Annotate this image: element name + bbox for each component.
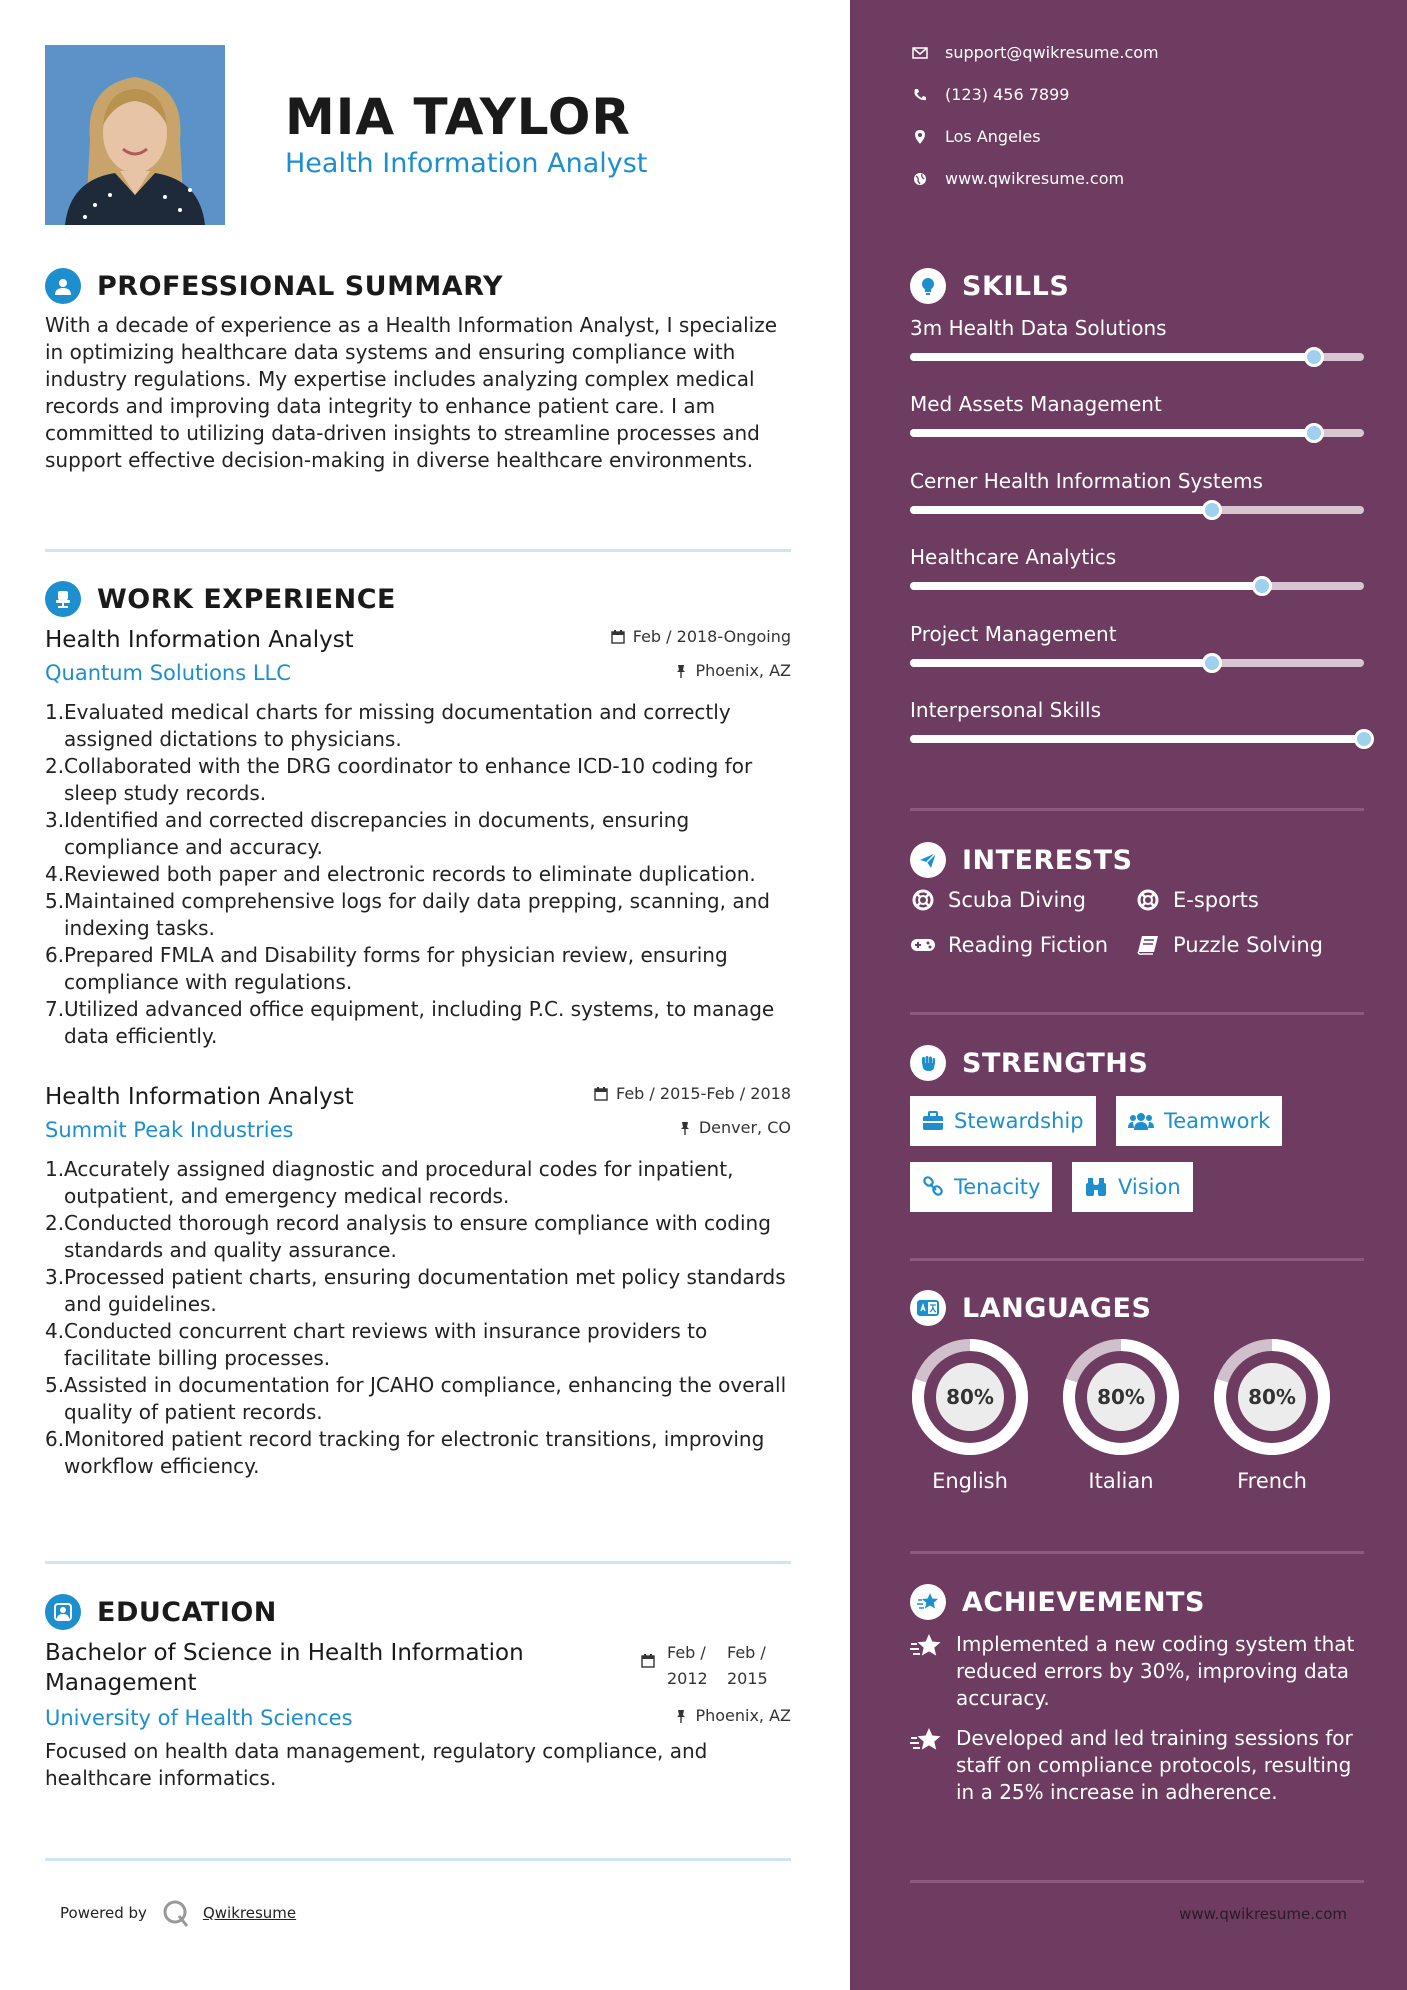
skill-bar-knob (1304, 347, 1324, 367)
education-location: Phoenix, AZ (675, 1706, 791, 1725)
list-item: 4.Conducted concurrent chart reviews with insurance providers to facilitate billing processes. (45, 1319, 708, 1370)
strength-chip: Teamwork (1116, 1096, 1282, 1146)
skill-item (910, 698, 1364, 722)
languages-header (910, 1288, 1151, 1328)
interest-item: E-sports (1135, 888, 1259, 912)
skills-header (910, 266, 1069, 306)
skill-name: Cerner Health Information Systems (910, 468, 1263, 493)
skill-bar-knob (1304, 423, 1324, 443)
skill-bar-fill (910, 353, 1314, 361)
section-divider (910, 1880, 1364, 1883)
education-section (45, 1592, 791, 1792)
experience-heading: WORK EXPERIENCE (97, 583, 396, 615)
experience-section (45, 579, 791, 1480)
list-item: 2.Collaborated with the DRG coordinator to enhance ICD-10 coding for sleep study records. (45, 754, 753, 805)
education-dates: Feb / 2012 Feb / 2015 (641, 1640, 771, 1692)
job-dates: Feb / 2015-Feb / 2018 (594, 1084, 791, 1103)
section-divider (910, 808, 1364, 811)
skill-bar-knob (1202, 500, 1222, 520)
interests-header (910, 840, 1133, 880)
strength-chip: Tenacity (910, 1162, 1052, 1212)
binoculars-icon (1084, 1177, 1108, 1197)
skills-heading: SKILLS (962, 270, 1070, 302)
star-icon (910, 1631, 944, 1712)
language-item (910, 1337, 1030, 1493)
job-entry (45, 623, 791, 1050)
interests-heading: INTERESTS (962, 844, 1133, 876)
skill-bar-knob (1354, 729, 1374, 749)
list-item: 5.Assisted in documentation for JCAHO compliance, enhancing the overall quality of patient records. (45, 1373, 787, 1424)
pin-icon (675, 1709, 687, 1723)
pin-icon (679, 1121, 691, 1135)
skill-bar (910, 429, 1364, 437)
skill-name: Med Assets Management (910, 392, 1162, 417)
job-dates: Feb / 2018-Ongoing (611, 627, 791, 646)
list-item: 3.Identified and corrected discrepancies in documents, ensuring compliance and accuracy. (45, 808, 690, 859)
contact-email: support@qwikresume.com (910, 43, 1159, 62)
language-item (1212, 1337, 1332, 1493)
interest-item: Scuba Diving (910, 888, 1086, 912)
summary-text: With a decade of experience as a Health Information Analyst, I specialize in optimizing healthcare data systems and ensuring compliance with industry regulations. My expertise includes analyzing complex medical records and improving data integrity to enhance patient care. I am committed to utilizing data-driven insights to streamline processes and support effective decision-making in diverse healthcare environments. (45, 313, 778, 472)
skill-bar (910, 353, 1364, 361)
section-divider (910, 1258, 1364, 1261)
fist-icon (910, 1045, 946, 1081)
skill-bar (910, 659, 1364, 667)
company-name: Quantum Solutions LLC (45, 661, 291, 685)
users-icon (1128, 1111, 1154, 1131)
interest-item: Puzzle Solving (1135, 933, 1323, 957)
skill-bar (910, 735, 1364, 743)
pin-icon (675, 664, 687, 678)
graduate-icon (45, 1594, 81, 1630)
job-location: Phoenix, AZ (675, 661, 791, 680)
skill-bar-knob (1202, 653, 1222, 673)
language-name: English (932, 1469, 1008, 1493)
skill-bar-fill (910, 659, 1212, 667)
list-item: 5.Maintained comprehensive logs for daily data prepping, scanning, and indexing tasks. (45, 889, 770, 940)
skill-name: 3m Health Data Solutions (910, 316, 1167, 340)
globe-icon (910, 172, 930, 186)
skill-bar (910, 506, 1364, 514)
achievements-heading: ACHIEVEMENTS (962, 1586, 1205, 1618)
section-divider (45, 549, 791, 552)
strengths-header (910, 1043, 1148, 1083)
language-name: French (1237, 1469, 1307, 1493)
envelope-icon (910, 47, 930, 59)
skill-bar-knob (1252, 576, 1272, 596)
job-title: Health Information Analyst (45, 627, 354, 653)
calendar-icon (611, 630, 625, 644)
contact-location: Los Angeles (910, 127, 1041, 146)
location-pin-icon (910, 129, 930, 145)
section-divider (910, 1551, 1364, 1554)
job-title: Health Information Analyst (45, 1084, 354, 1110)
job-location: Denver, CO (679, 1118, 791, 1137)
job-entry (45, 1080, 791, 1480)
skill-item (910, 545, 1364, 569)
skill-bar (910, 582, 1364, 590)
phone-icon (910, 88, 930, 102)
achievement-item: Developed and led training sessions for staff on compliance protocols, resulting in a 25% increase in adherence. (910, 1725, 1364, 1806)
summary-section (45, 266, 791, 474)
skill-name: Healthcare Analytics (910, 545, 1117, 570)
language-ring (1061, 1337, 1181, 1457)
profile-photo (45, 45, 225, 225)
candidate-title: Health Information Analyst (285, 148, 648, 179)
skill-name: Project Management (910, 621, 1117, 646)
contact-website: www.qwikresume.com (910, 169, 1124, 188)
list-item: 2.Conducted thorough record analysis to ensure compliance with coding standards and quality assurance. (45, 1211, 771, 1262)
languages-heading: LANGUAGES (962, 1292, 1152, 1324)
company-name: Summit Peak Industries (45, 1118, 294, 1142)
school-name: University of Health Sciences (45, 1706, 353, 1730)
education-entry (45, 1638, 791, 1792)
chair-icon (45, 581, 81, 617)
skill-bar-fill (910, 582, 1262, 590)
interest-item: Reading Fiction (910, 933, 1108, 957)
language-ring (1212, 1337, 1332, 1457)
star-badge-icon (910, 1584, 946, 1620)
achievements-header (910, 1582, 1205, 1622)
list-item: 1.Accurately assigned diagnostic and procedural codes for inpatient, outpatient, and emergency medical records. (45, 1157, 734, 1208)
skill-item (910, 316, 1364, 340)
qwikresume-link[interactable]: Qwikresume (202, 1904, 297, 1922)
strengths-heading: STRENGTHS (962, 1047, 1149, 1079)
skill-item (910, 622, 1364, 646)
skill-name: Interpersonal Skills (910, 698, 1102, 722)
education-description: Focused on health data management, regulatory compliance, and healthcare informatics. (45, 1739, 708, 1790)
skill-bar-fill (910, 735, 1364, 743)
language-percent: 80% (946, 1385, 994, 1409)
skill-bar-fill (910, 429, 1314, 437)
list-item: 1.Evaluated medical charts for missing documentation and correctly assigned dictations to physicians. (45, 700, 731, 751)
book-icon (1135, 935, 1161, 955)
footer-site[interactable]: www.qwikresume.com (1179, 1905, 1347, 1923)
qwikresume-logo-icon (161, 1898, 191, 1928)
briefcase-icon (922, 1111, 944, 1131)
language-percent: 80% (1248, 1385, 1296, 1409)
translate-icon (910, 1290, 946, 1326)
language-percent: 80% (1097, 1385, 1145, 1409)
skill-item (910, 392, 1364, 416)
calendar-icon (594, 1087, 608, 1101)
list-item: 3.Processed patient charts, ensuring documentation met policy standards and guidelines. (45, 1265, 786, 1316)
degree-title: Bachelor of Science in Health Information Management (45, 1640, 524, 1696)
summary-heading: PROFESSIONAL SUMMARY (97, 270, 504, 302)
star-icon (910, 1725, 944, 1806)
job-bullets (45, 1156, 791, 1480)
list-item: 4.Reviewed both paper and electronic records to eliminate duplication. (45, 862, 756, 886)
user-icon (45, 268, 81, 304)
section-divider (910, 1012, 1364, 1015)
language-ring (910, 1337, 1030, 1457)
lightbulb-icon (910, 268, 946, 304)
education-heading: EDUCATION (97, 1596, 277, 1628)
paper-plane-icon (910, 842, 946, 878)
list-item: 7.Utilized advanced office equipment, including P.C. systems, to manage data efficiently. (45, 997, 775, 1048)
strength-chip: Vision (1072, 1162, 1193, 1212)
skill-item (910, 469, 1364, 493)
list-item: 6.Monitored patient record tracking for electronic transitions, improving workflow efficiency. (45, 1427, 765, 1478)
candidate-name: MIA TAYLOR (285, 88, 631, 146)
list-item: 6.Prepared FMLA and Disability forms for physician review, ensuring compliance with regulations. (45, 943, 728, 994)
life-ring-icon (910, 889, 936, 911)
achievement-item: Implemented a new coding system that reduced errors by 30%, improving data accuracy. (910, 1631, 1364, 1712)
contact-phone: (123) 456 7899 (910, 85, 1069, 104)
calendar-icon (641, 1654, 655, 1668)
language-name: Italian (1088, 1469, 1154, 1493)
section-divider (45, 1858, 791, 1861)
link-icon (922, 1176, 944, 1198)
life-ring-icon (1135, 889, 1161, 911)
job-bullets (45, 699, 791, 1050)
language-item (1061, 1337, 1181, 1493)
skill-bar-fill (910, 506, 1212, 514)
sidebar (850, 0, 1407, 1990)
strength-chip: Stewardship (910, 1096, 1096, 1146)
section-divider (45, 1561, 791, 1564)
gamepad-icon (910, 937, 936, 953)
footer-powered-by: Powered by Qwikresume (60, 1898, 296, 1928)
